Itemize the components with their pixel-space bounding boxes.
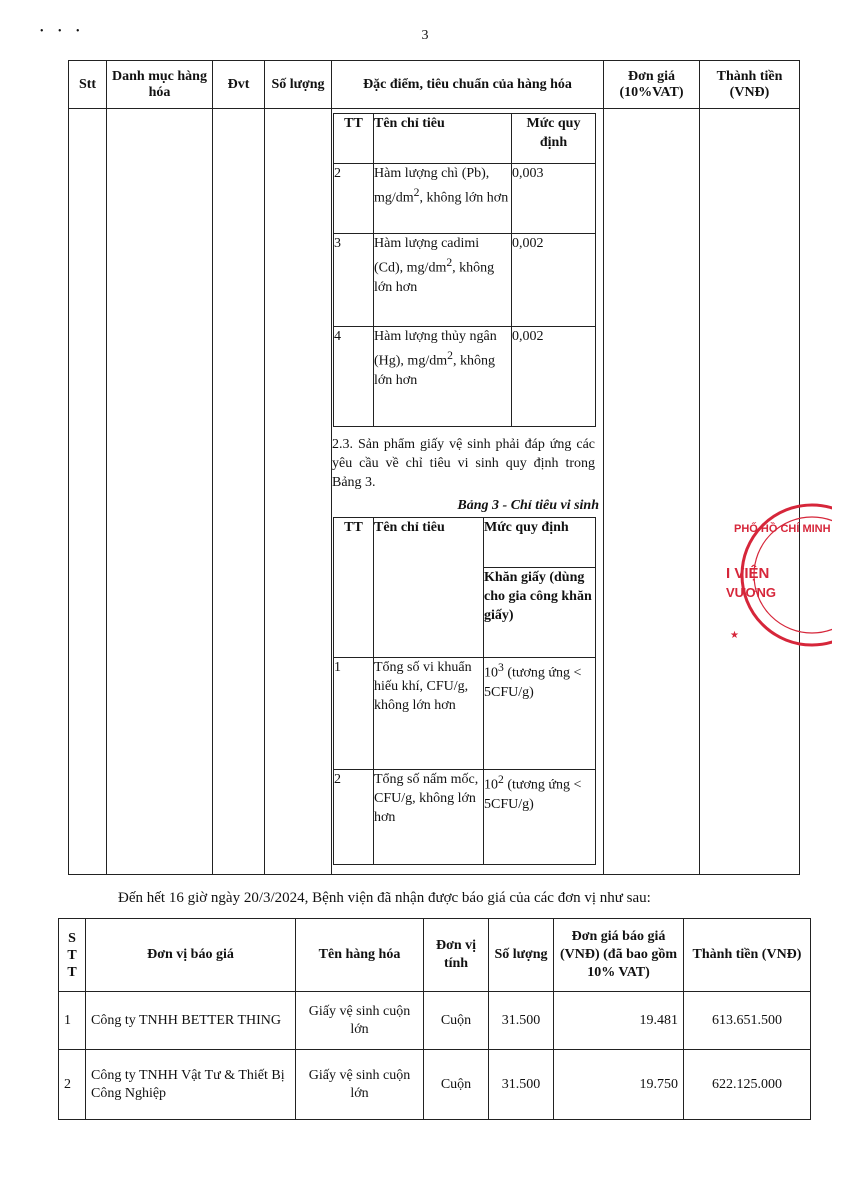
microbial-table <box>333 517 596 865</box>
stamp-star-icon: ★ <box>730 630 739 641</box>
q-item: Giấy vệ sinh cuộn lớn <box>296 992 424 1050</box>
q-header-qty: Số lượng <box>489 919 554 992</box>
spec-table-header <box>69 61 800 109</box>
metal-header-tt: TT <box>334 114 374 164</box>
metal-header-level: Mức quy định <box>512 114 596 164</box>
q-vendor: Công ty TNHH Vật Tư & Thiết Bị Công Nghiệp <box>86 1050 296 1120</box>
page-number: 3 <box>421 28 429 43</box>
micro-name: Tổng số vi khuẩn hiếu khí, CFU/g, không lớn hơn <box>374 658 484 770</box>
q-header-price: Đơn giá báo giá (VNĐ) (đã bao gồm 10% VAT) <box>554 919 684 992</box>
q-qty: 31.500 <box>489 1050 554 1120</box>
metal-value: 0,002 <box>512 327 596 427</box>
quotes-header <box>59 919 811 992</box>
metal-value: 0,003 <box>512 164 596 234</box>
q-header-item: Tên hàng hóa <box>296 919 424 992</box>
q-unit: Cuộn <box>424 992 489 1050</box>
total-cell <box>700 109 800 875</box>
quantity-cell <box>265 109 332 875</box>
stamp-text-mid: I VIỆN <box>726 565 770 582</box>
header-specs: Đặc điểm, tiêu chuẩn của hàng hóa <box>332 61 604 109</box>
unit-price-cell <box>604 109 700 875</box>
micro-header-sub: Khăn giấy (dùng cho gia công khăn giấy) <box>484 568 596 658</box>
header-stt: Stt <box>69 61 107 109</box>
stamp-text-bottom: VƯƠNG <box>726 585 777 600</box>
micro-name: Tổng số nấm mốc, CFU/g, không lớn hơn <box>374 770 484 865</box>
micro-header-level: Mức quy định <box>484 518 596 568</box>
metal-name: Hàm lượng cadimi (Cd), $mg/dm^2$, không lớn hơn <box>374 234 512 327</box>
q-item: Giấy vệ sinh cuộn lớn <box>296 1050 424 1120</box>
quotes-table <box>58 918 811 1120</box>
table-row <box>59 1050 811 1120</box>
q-header-unit: Đơn vị tính <box>424 919 489 992</box>
q-qty: 31.500 <box>489 992 554 1050</box>
q-price: 19.481 <box>554 992 684 1050</box>
stamp-text-top: PHỐ HỒ CHÍ MINH <box>734 523 831 535</box>
metal-value: 0,002 <box>512 234 596 327</box>
unit-cell <box>213 109 265 875</box>
metal-tt: 2 <box>334 164 374 234</box>
header-unit-price: Đơn giá (10%VAT) <box>604 61 700 109</box>
metal-name: Hàm lượng thủy ngân (Hg), $mg/dm^2$, không lớn hơn <box>374 327 512 427</box>
stt-cell <box>69 109 107 875</box>
q-header-vendor: Đơn vị báo giá <box>86 919 296 992</box>
red-stamp <box>722 500 832 650</box>
metal-limits-table <box>333 113 596 427</box>
spec-table-row <box>69 109 800 875</box>
q-header-total: Thành tiền (VNĐ) <box>684 919 811 992</box>
metal-name: Hàm lượng chì (Pb), $mg/dm^2$, không lớn hơn <box>374 164 512 234</box>
header-category: Danh mục hàng hóa <box>107 61 213 109</box>
table-row <box>59 992 811 1050</box>
table-row <box>334 658 596 770</box>
q-price: 19.750 <box>554 1050 684 1120</box>
micro-tt: 2 <box>334 770 374 865</box>
category-cell <box>107 109 213 875</box>
q-unit: Cuộn <box>424 1050 489 1120</box>
q-stt: 2 <box>59 1050 86 1120</box>
q-total: 613.651.500 <box>684 992 811 1050</box>
paragraph-2-3: 2.3. Sản phẩm giấy vệ sinh phải đáp ứng các yêu cầu về chỉ tiêu vi sinh quy định trong Bảng 3. <box>332 437 595 490</box>
metal-tt: 3 <box>334 234 374 327</box>
micro-value: $10^2$ (tương ứng < 5CFU/g) <box>484 770 596 865</box>
q-header-stt: S T T <box>59 919 86 992</box>
table-row <box>334 770 596 865</box>
table-row <box>334 234 596 327</box>
specs-cell <box>332 109 604 875</box>
micro-header-tt: TT <box>334 518 374 658</box>
header-quantity: Số lượng <box>265 61 332 109</box>
metal-tt: 4 <box>334 327 374 427</box>
intro-text: Đến hết 16 giờ ngày 20/3/2024, Bệnh viện đã nhận được báo giá của các đơn vị như sau: <box>118 890 651 906</box>
metal-header-name: Tên chỉ tiêu <box>374 114 512 164</box>
header-total: Thành tiền (VNĐ) <box>700 61 800 109</box>
micro-value: $10^3$ (tương ứng < 5CFU/g) <box>484 658 596 770</box>
scan-marks: • • • <box>40 26 86 37</box>
spec-table <box>68 60 800 875</box>
table-row <box>334 327 596 427</box>
micro-header-name: Tên chỉ tiêu <box>374 518 484 658</box>
micro-tt: 1 <box>334 658 374 770</box>
table-row <box>334 164 596 234</box>
q-total: 622.125.000 <box>684 1050 811 1120</box>
table3-caption: Bảng 3 - Chỉ tiêu vi sinh <box>457 498 599 513</box>
q-vendor: Công ty TNHH BETTER THING <box>86 992 296 1050</box>
header-unit: Đvt <box>213 61 265 109</box>
q-stt: 1 <box>59 992 86 1050</box>
